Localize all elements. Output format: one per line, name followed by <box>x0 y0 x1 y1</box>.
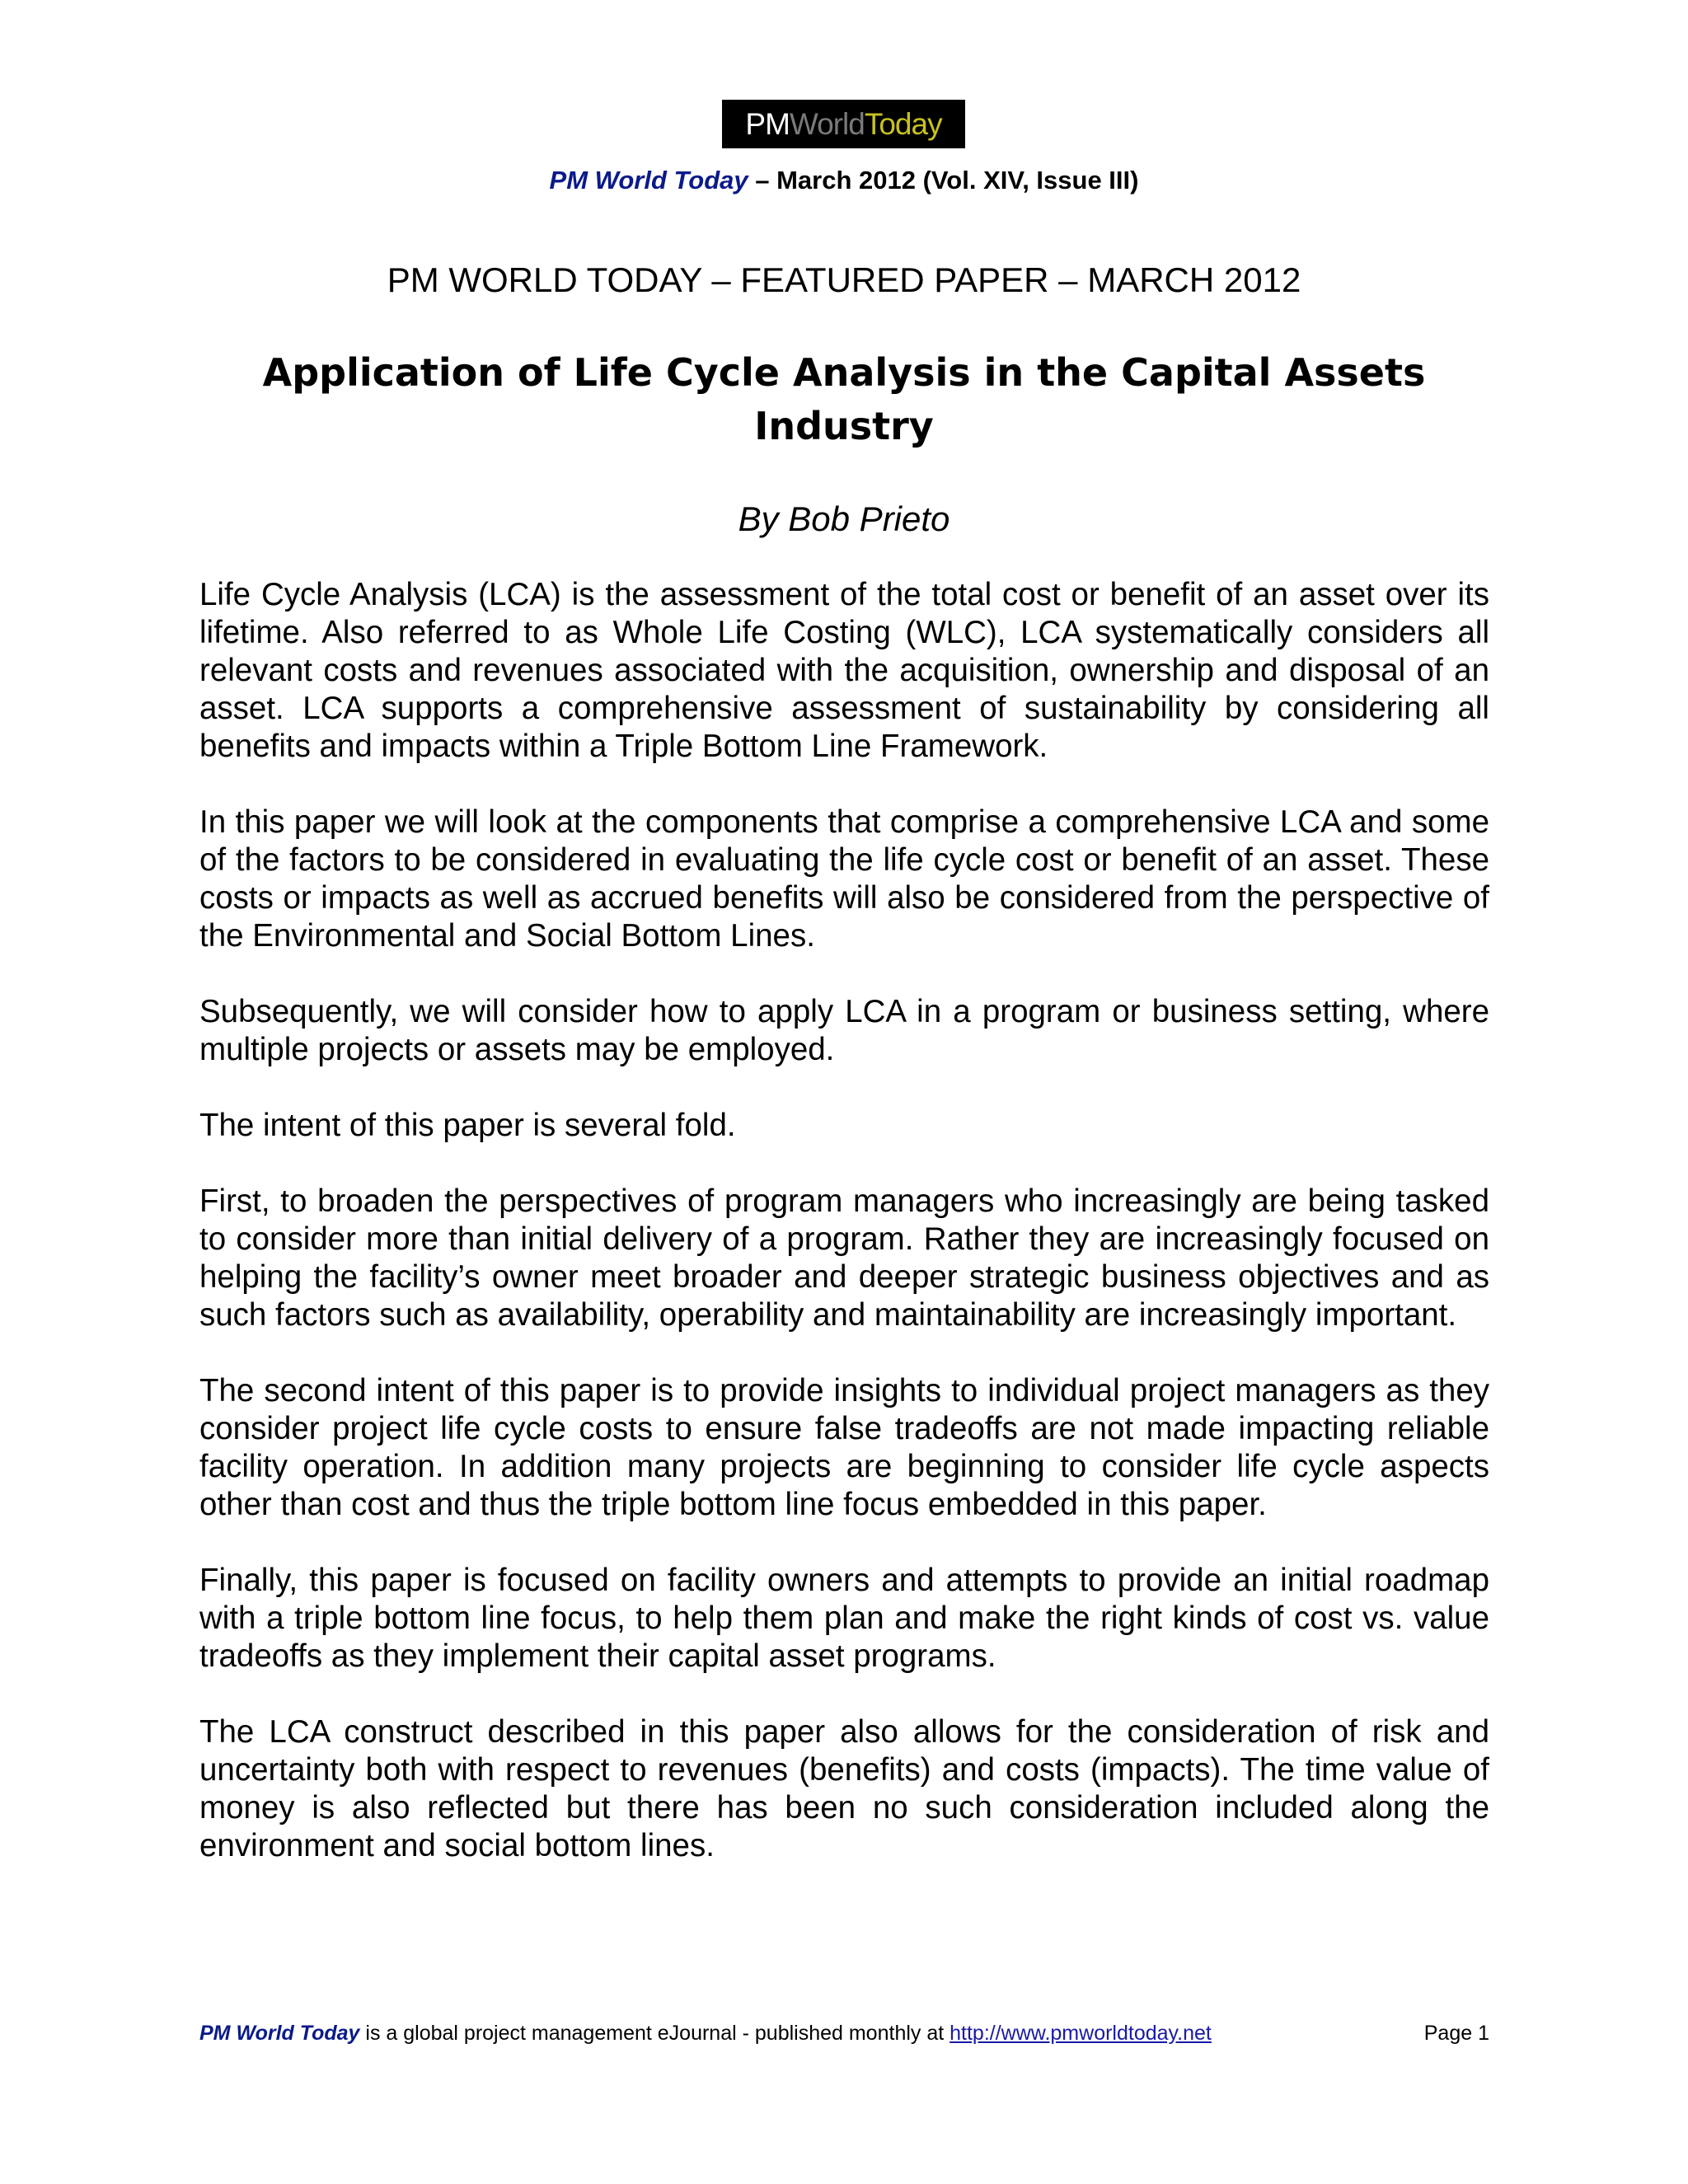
body-paragraph: Life Cycle Analysis (LCA) is the assessment of the total cost or benefit of an asset over its lifetime. Also referred to as Whole Life Costing (WLC), LCA systematically considers all relevant costs and revenues associated with the acquisition, ownership and disposal of an asset. LCA supports a comprehensive assessment of sustainability by considering all benefits and impacts within a Triple Bottom Line Framework. <box>199 577 1489 764</box>
journal-name: PM World Today <box>549 166 748 194</box>
body-paragraph: The intent of this paper is several fold. <box>199 1108 736 1143</box>
footer-text <box>199 2020 1212 2046</box>
body-paragraph: First, to broaden the perspectives of program managers who increasingly are being tasked to consider more than initial delivery of a program. Rather they are increasingly focused on helping the facility’s owner meet broader and deeper strategic business objectives and as such factors such as availability, operability and maintainability are increasingly important. <box>199 1183 1489 1333</box>
page-number: Page 1 <box>1423 2022 1489 2045</box>
article-title: Application of Life Cycle Analysis in the Capital Assets Industry <box>262 350 1426 448</box>
body-paragraph: Finally, this paper is focused on facility owners and attempts to provide an initial roadmap with a triple bottom line focus, to help them plan and make the right kinds of cost vs. value tradeoffs as they implement their capital asset programs. <box>199 1563 1489 1674</box>
featured-paper-heading: PM WORLD TODAY – FEATURED PAPER – MARCH 2012 <box>387 260 1301 299</box>
logo-today: Today <box>864 106 942 141</box>
footer-journal-name: PM World Today <box>199 2022 360 2045</box>
body-paragraph: The LCA construct described in this paper also allows for the consideration of risk and uncertainty both with respect to revenues (benefits) and costs (impacts). The time value of money is also reflected but there has been no such consideration included along the environment and social bottom lines. <box>199 1714 1489 1863</box>
article-body <box>199 576 1489 1903</box>
body-paragraph: In this paper we will look at the components that comprise a comprehensive LCA and some of the factors to be considered in evaluating the life cycle cost or benefit of an asset. These costs or impacts as well as accrued benefits will also be considered from the perspective of the Environmental and Social Bottom Lines. <box>199 804 1489 954</box>
footer-description: is a global project management eJournal - published monthly at <box>359 2022 950 2045</box>
article-byline: By Bob Prieto <box>738 499 950 538</box>
footer-website-link[interactable]: http://www.pmworldtoday.net <box>950 2022 1212 2045</box>
issue-line <box>0 164 1688 197</box>
logo-world: World <box>789 106 865 141</box>
body-paragraph: Subsequently, we will consider how to apply LCA in a program or business setting, where multiple projects or assets may be employed. <box>199 994 1489 1067</box>
pmworldtoday-logo <box>722 100 965 148</box>
logo-pm: PM <box>745 106 790 141</box>
page-footer <box>199 2020 1489 2046</box>
issue-info: – March 2012 (Vol. XIV, Issue III) <box>748 166 1139 194</box>
body-paragraph: The second intent of this paper is to provide insights to individual project managers as they consider project life cycle costs to ensure false tradeoffs are not made impacting reliable facility operation. In addition many projects are beginning to consider life cycle aspects other than cost and thus the triple bottom line focus embedded in this paper. <box>199 1373 1489 1522</box>
